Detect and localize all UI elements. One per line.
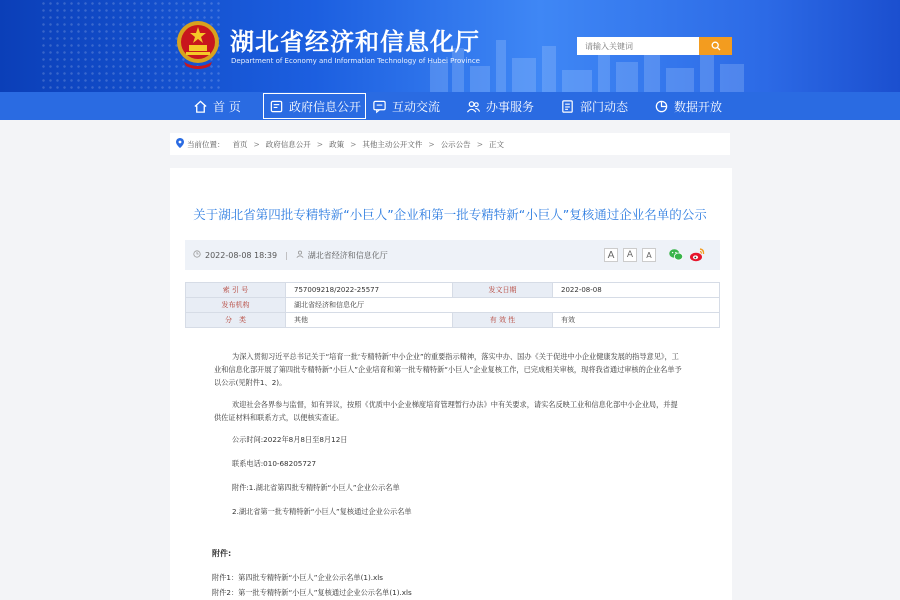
breadcrumb-prefix: 当前位置： bbox=[187, 139, 225, 149]
article-source: 湖北省经济和信息化厅 bbox=[307, 250, 388, 260]
nav-services-label: 办事服务 bbox=[486, 99, 535, 114]
index-label: 索 引 号 bbox=[186, 283, 286, 298]
org-label: 发布机构 bbox=[186, 298, 286, 313]
nav-services[interactable] bbox=[465, 93, 534, 119]
national-emblem-icon bbox=[174, 18, 222, 70]
category-label: 分 类 bbox=[186, 313, 286, 328]
users-icon bbox=[465, 98, 481, 114]
body-paragraph: 公示时间:2022年8月8日至8月12日 bbox=[232, 435, 348, 444]
attachment-link-1[interactable]: 附件1：第四批专精特新“小巨人”企业公示名单(1).xls bbox=[212, 573, 384, 582]
nav-interaction[interactable] bbox=[371, 93, 440, 119]
body-paragraph: 欢迎社会各界参与监督，如有异议，按照《优质中小企业梯度培育管理暂行办法》中有关要求，请实名反映工业和信息化部中小企业局，并提供佐证材料和联系方式，以便核实查证。 bbox=[214, 400, 678, 422]
wechat-share-icon[interactable] bbox=[668, 247, 684, 263]
nav-home-label: 首 页 bbox=[213, 99, 241, 114]
breadcrumb-separator: > bbox=[428, 139, 435, 149]
font-size-medium-button[interactable]: A bbox=[623, 248, 637, 262]
table-row bbox=[186, 283, 720, 298]
attachments-heading: 附件: bbox=[212, 549, 232, 558]
weibo-share-icon[interactable] bbox=[689, 247, 705, 263]
data-icon bbox=[653, 98, 669, 114]
font-size-small-button[interactable]: A bbox=[642, 248, 656, 262]
body-paragraph: 2.湖北省第一批专精特新“小巨人”复核通过企业公示名单 bbox=[232, 507, 412, 516]
validity-value: 有效 bbox=[553, 313, 720, 328]
date-value: 2022-08-08 bbox=[553, 283, 720, 298]
home-icon bbox=[192, 98, 208, 114]
validity-label: 有 效 性 bbox=[453, 313, 553, 328]
category-value: 其他 bbox=[286, 313, 453, 328]
index-value: 757009218/2022-25577 bbox=[286, 283, 453, 298]
breadcrumb-separator: > bbox=[253, 139, 260, 149]
breadcrumb-separator: > bbox=[476, 139, 483, 149]
nav-gov-info[interactable] bbox=[263, 93, 366, 119]
article-meta-bar bbox=[185, 240, 720, 270]
main-nav bbox=[0, 92, 900, 120]
attachment-link-2[interactable]: 附件2：第一批专精特新“小巨人”复核通过企业公示名单(1).xls bbox=[212, 588, 412, 597]
nav-open-data-label: 数据开放 bbox=[674, 99, 723, 114]
site-header bbox=[0, 0, 900, 92]
news-icon bbox=[559, 98, 575, 114]
body-paragraph: 附件:1.湖北省第四批专精特新“小巨人”企业公示名单 bbox=[232, 483, 400, 492]
breadcrumb bbox=[170, 133, 730, 155]
nav-open-data[interactable] bbox=[653, 93, 722, 119]
site-title[interactable]: 湖北省经济和信息化厅 bbox=[230, 28, 480, 56]
meta-divider: | bbox=[285, 250, 288, 260]
table-row bbox=[186, 298, 720, 313]
breadcrumb-separator: > bbox=[350, 139, 357, 149]
date-label: 发文日期 bbox=[453, 283, 553, 298]
breadcrumb-other-files[interactable]: 其他主动公开文件 bbox=[362, 139, 423, 149]
document-info-table bbox=[185, 282, 720, 328]
breadcrumb-gov-info[interactable]: 政府信息公开 bbox=[265, 139, 311, 149]
font-size-large-button[interactable]: A bbox=[604, 248, 618, 262]
chat-icon bbox=[371, 98, 387, 114]
org-value: 湖北省经济和信息化厅 bbox=[286, 298, 720, 313]
breadcrumb-current: 正文 bbox=[488, 139, 504, 149]
article-body bbox=[214, 350, 684, 529]
nav-interaction-label: 互动交流 bbox=[392, 99, 441, 114]
search-input[interactable] bbox=[577, 37, 699, 55]
article-date: 2022-08-08 18:39 bbox=[205, 250, 278, 260]
nav-home[interactable] bbox=[192, 93, 241, 119]
breadcrumb-separator: > bbox=[316, 139, 324, 149]
nav-department-news-label: 部门动态 bbox=[580, 99, 629, 114]
article-title: 关于湖北省第四批专精特新“小巨人”企业和第一批专精特新“小巨人”复核通过企业名单的公示 bbox=[193, 207, 707, 222]
document-icon bbox=[268, 98, 284, 114]
search-button[interactable] bbox=[699, 37, 732, 55]
nav-gov-info-label: 政府信息公开 bbox=[289, 99, 362, 114]
table-row bbox=[186, 313, 720, 328]
nav-department-news[interactable] bbox=[559, 93, 628, 119]
breadcrumb-policy[interactable]: 政策 bbox=[329, 139, 345, 149]
breadcrumb-home[interactable]: 首页 bbox=[232, 139, 248, 149]
location-pin-icon bbox=[176, 138, 184, 150]
search-icon bbox=[711, 41, 721, 51]
user-icon bbox=[296, 250, 304, 260]
clock-icon bbox=[193, 250, 201, 260]
body-paragraph: 为深入贯彻习近平总书记关于“培育一批‘专精特新’中小企业”的重要指示精神，落实中办、国办《关于促进中小企业健康发展的指导意见》，工业和信息化部开展了第四批专精特新“小巨人”企业培育和第一批专精特新“小巨人”企业复核工作，已完成相关审核，现将我省通过审核的企业名单予以公示(见附件1、2)。 bbox=[214, 352, 682, 387]
site-subtitle: Department of Economy and Information Technology of Hubei Province bbox=[231, 57, 480, 65]
body-paragraph: 联系电话:010-68205727 bbox=[232, 459, 317, 468]
breadcrumb-notices[interactable]: 公示公告 bbox=[440, 139, 471, 149]
